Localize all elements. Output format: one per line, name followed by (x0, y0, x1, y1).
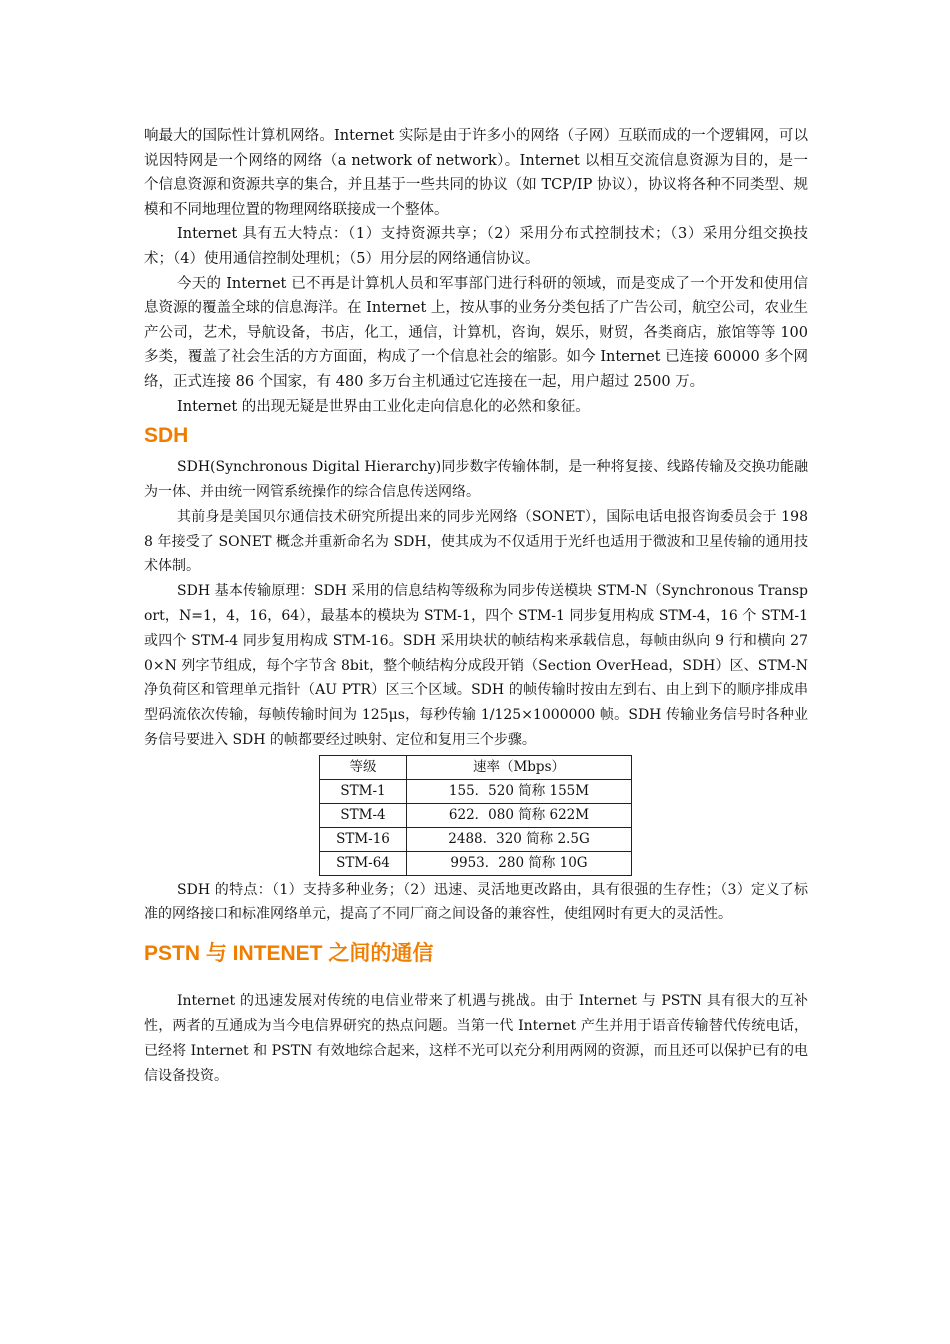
table-cell: 155．520 简称 155M (407, 779, 632, 803)
table-cell: STM-1 (320, 779, 407, 803)
pstn-heading: PSTN 与 INTENET 之间的通信 (144, 942, 434, 966)
table-row (320, 827, 632, 851)
table-row (320, 779, 632, 803)
table-header-cell: 等级 (320, 755, 407, 779)
intro-paragraph-3: 今天的 Internet 已不再是计算机人员和军事部门进行科研的领域，而是变成了一个开发和使用信息资源的覆盖全球的信息海洋。在 Internet 上，按从事的业务分类包括了广告公司，航空公司，农业生产公司，艺术，导航设备，书店，化工，通信，计算机，咨询，娱乐，财贸，各类商店，旅馆等等 100 多类，覆盖了社会生活的方方面面，构成了一个信息社会的缩影。如今 Internet 已连接 60000 多个网络，正式连接 86 个国家，有 480 多万台主机通过它连接在一起，用户超过 2500 万。 (144, 275, 808, 390)
table-row (320, 803, 632, 827)
table-cell: STM-64 (320, 851, 407, 875)
stm-rate-table (319, 755, 632, 876)
document-page (144, 124, 808, 1088)
sdh-paragraph-2: 其前身是美国贝尔通信技术研究所提出来的同步光网络（SONET），国际电话电报咨询委员会于 1988 年接受了 SONET 概念并重新命名为 SDH，使其成为不仅适用于光纤也适用于微波和卫星传输的通用技术体制。 (144, 508, 808, 575)
table-cell: STM-4 (320, 803, 407, 827)
pstn-paragraph-1: Internet 的迅速发展对传统的电信业带来了机遇与挑战。由于 Internet 与 PSTN 具有很大的互补性，两者的互通成为当今电信界研究的热点问题。当第一代 Internet 产生并用于语音传输替代传统电话，已经将 Internet 和 PSTN 有效地综合起来，这样不光可以充分利用两网的资源，而且还可以保护已有的电信设备投资。 (144, 993, 808, 1084)
sdh-heading: SDH (144, 424, 189, 448)
table-cell: 9953．280 简称 10G (407, 851, 632, 875)
sdh-paragraph-3: SDH 基本传输原理：SDH 采用的信息结构等级称为同步传送模块 STM-N（Synchronous Transport，N=1，4，16，64），最基本的模块为 STM-1，四个 STM-1 同步复用构成 STM-4，16 个 STM-1 或四个 STM-4 同步复用构成 STM-16。SDH 采用块状的帧结构来承载信息，每帧由纵向 9 行和横向 270×N 列字节组成，每个字节含 8bit，整个帧结构分成段开销（Section OverHead，SDH）区、STM-N 净负荷区和管理单元指针（AU PTR）区三个区域。SDH 的帧传输时按由左到右、由上到下的顺序排成串型码流依次传输，每帧传输时间为 125μs，每秒传输 1/125×1000000 帧。SDH 传输业务信号时各种业务信号要进入 SDH 的帧都要经过映射、定位和复用三个步骤。 (144, 583, 808, 748)
intro-paragraph-2: Internet 具有五大特点：（1）支持资源共享；（2）采用分布式控制技术；（3）采用分组交换技术；（4）使用通信控制处理机；（5）用分层的网络通信协议。 (144, 226, 808, 267)
intro-paragraph-1: 响最大的国际性计算机网络。Internet 实际是由于许多小的网络（子网）互联而成的一个逻辑网，可以说因特网是一个网络的网络（a network of network）。Internet 以相互交流信息资源为目的，是一个信息资源和资源共享的集合，并且基于一些共同的协议（如 TCP/IP 协议），协议将各种不同类型、规模和不同地理位置的物理网络联接成一个整体。 (144, 128, 808, 218)
table-cell: 2488．320 简称 2.5G (407, 827, 632, 851)
sdh-paragraph-1: SDH(Synchronous Digital Hierarchy)同步数字传输体制，是一种将复接、线路传输及交换功能融为一体、并由统一网管系统操作的综合信息传送网络。 (144, 459, 808, 500)
table-row (320, 851, 632, 875)
table-header-cell: 速率（Mbps） (407, 755, 632, 779)
table-header-row (320, 755, 632, 779)
table-cell: 622．080 简称 622M (407, 803, 632, 827)
intro-paragraph-4: Internet 的出现无疑是世界由工业化走向信息化的必然和象征。 (177, 398, 590, 415)
sdh-paragraph-4: SDH 的特点：（1）支持多种业务；（2）迅速、灵活地更改路由，具有很强的生存性；（3）定义了标准的网络接口和标准网络单元，提高了不同厂商之间设备的兼容性，使组网时有更大的灵活性。 (144, 881, 808, 923)
table-cell: STM-16 (320, 827, 407, 851)
